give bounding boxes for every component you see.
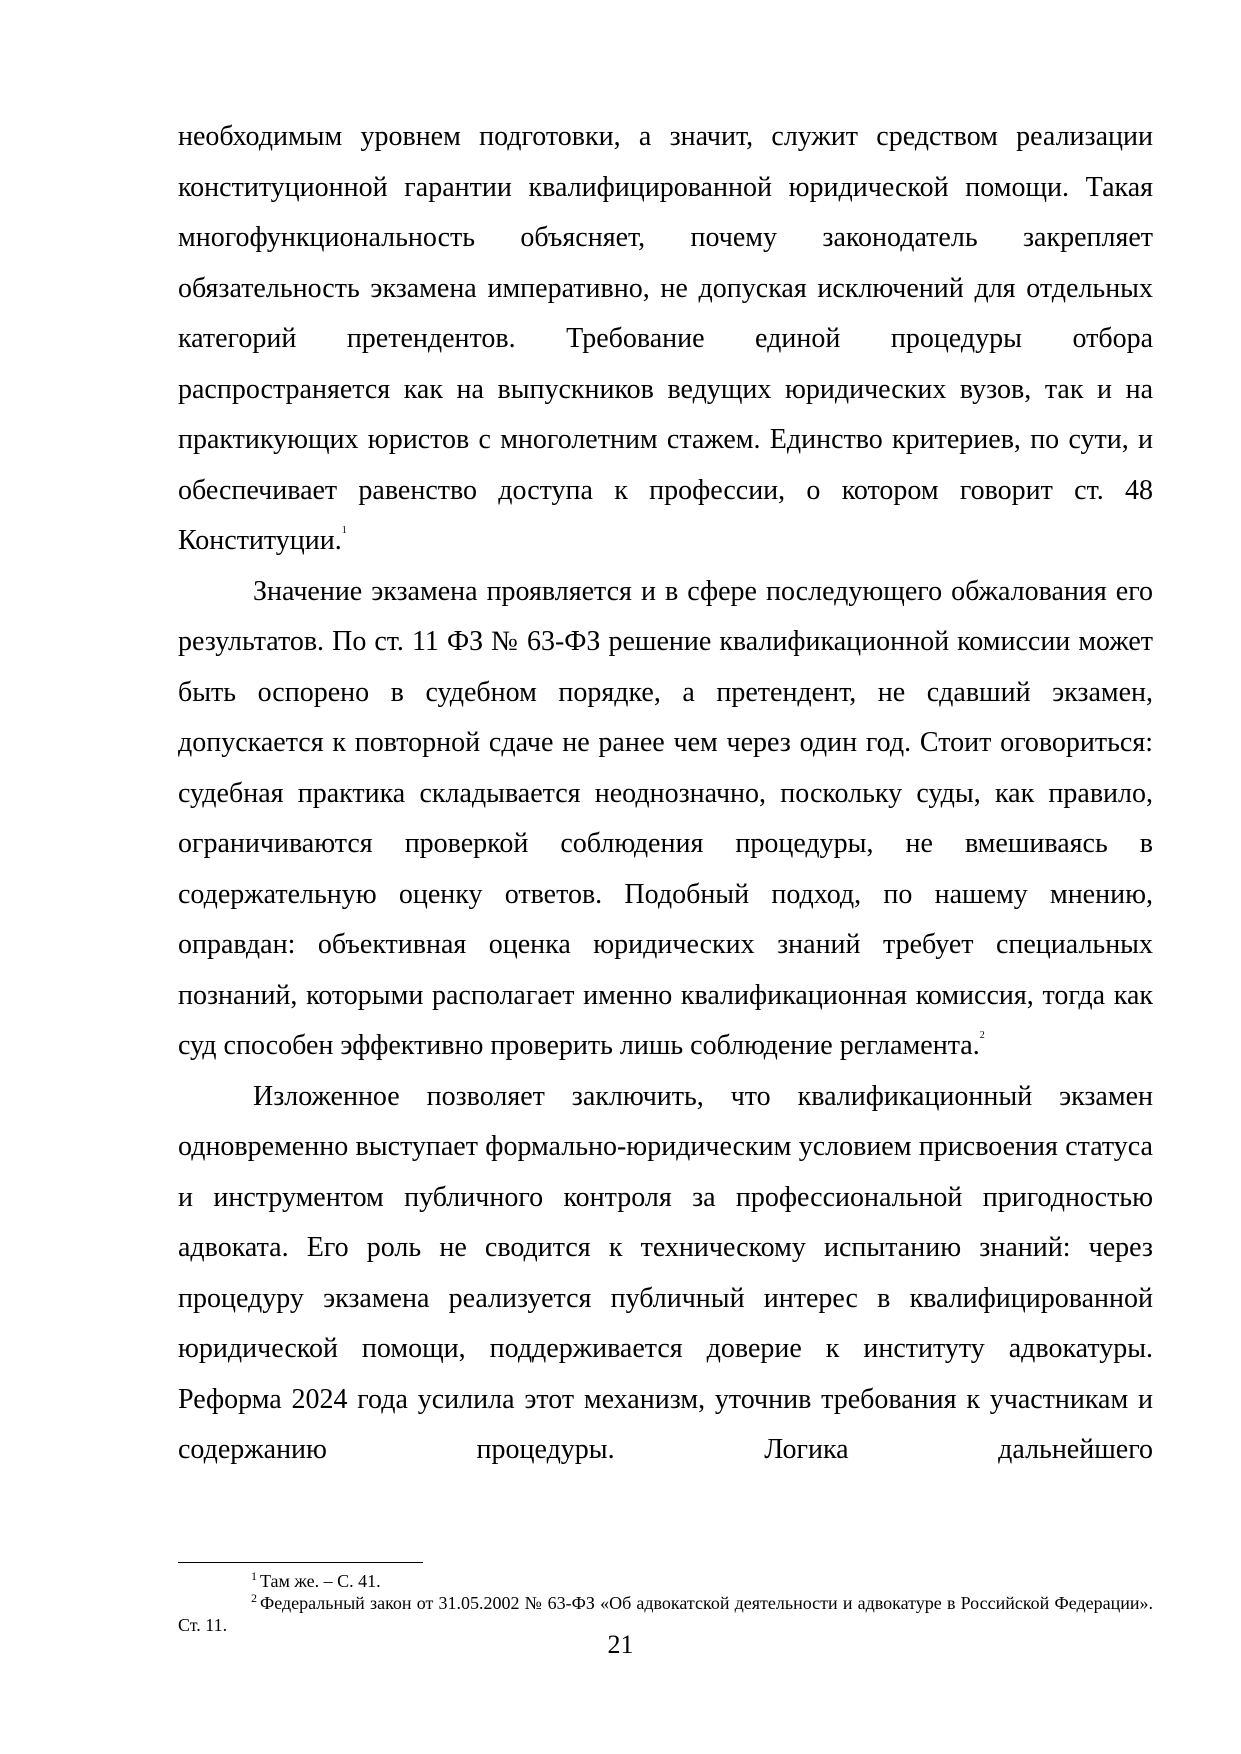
footnote-separator xyxy=(178,1562,423,1563)
footnote-2-mark: 2 xyxy=(251,1591,257,1605)
footnote-1-mark: 1 xyxy=(251,1569,257,1583)
paragraph-3-text: Изложенное позволяет заключить, что квалификационный экзамен одновременно выступает формально-юридическим условием присвоения статуса и инструментом публичного контроля за профессиональной пригодностью адвоката. Его роль не сводится к техническому испытанию знаний: через процедуру экзамена реализуется публичный интерес в квалифицированной юридической помощи, поддерживается доверие к институту адвокатуры. Реформа 2024 года усилила этот механизм, уточнив требования к участникам и содержанию процедуры. Логика дальнейшего xyxy=(178,1080,1153,1465)
paragraph-1-text: необходимым уровнем подготовки, а значит, служит средством реализации конституционной гарантии квалифицированной юридической помощи. Такая многофункциональность объясняет, почему законодатель закрепляет обязательность экзамена императивно, не допуская исключений для отдельных категорий претендентов. Требование единой процедуры отбора распространяется как на выпускников ведущих юридических вузов, так и на практикующих юристов с многолетним стажем. Единство критериев, по сути, и обеспечивает равенство доступа к профессии, о котором говорит ст. 48 Конституции. xyxy=(178,121,1153,556)
footnote-ref-1: 1 xyxy=(341,524,347,536)
paragraph-3 xyxy=(178,1072,1153,1476)
page-number: 21 xyxy=(607,1630,634,1659)
footnote-2-text: Федеральный закон от 31.05.2002 № 63-ФЗ «Об адвокатской деятельности и адвокатуре в Российской Федерации». Ст. 11. xyxy=(178,1593,1153,1635)
footnote-1-text: Там же. – С. 41. xyxy=(260,1571,381,1591)
footnote-ref-2: 2 xyxy=(979,1029,985,1041)
footnote-1 xyxy=(178,1570,1153,1592)
footnotes xyxy=(178,1570,1153,1636)
paragraph-2-text: Значение экзамена проявляется и в сфере последующего обжалования его результатов. По ст. 11 ФЗ № 63-ФЗ решение квалификационной комиссии может быть оспорено в судебном порядке, а претендент, не сдавший экзамен, допускается к повторной сдаче не ранее чем через один год. Стоит оговориться: судебная практика складывается неоднозначно, поскольку суды, как правило, ограничиваются проверкой соблюдения процедуры, не вмешиваясь в содержательную оценку ответов. Подобный подход, по нашему мнению, оправдан: объективная оценка юридических знаний требует специальных познаний, которыми располагает именно квалификационная комиссия, тогда как суд способен эффективно проверить лишь соблюдение регламента. xyxy=(178,575,1153,1061)
document-body xyxy=(178,112,1153,1476)
paragraph-1 xyxy=(178,112,1153,567)
paragraph-2 xyxy=(178,567,1153,1072)
